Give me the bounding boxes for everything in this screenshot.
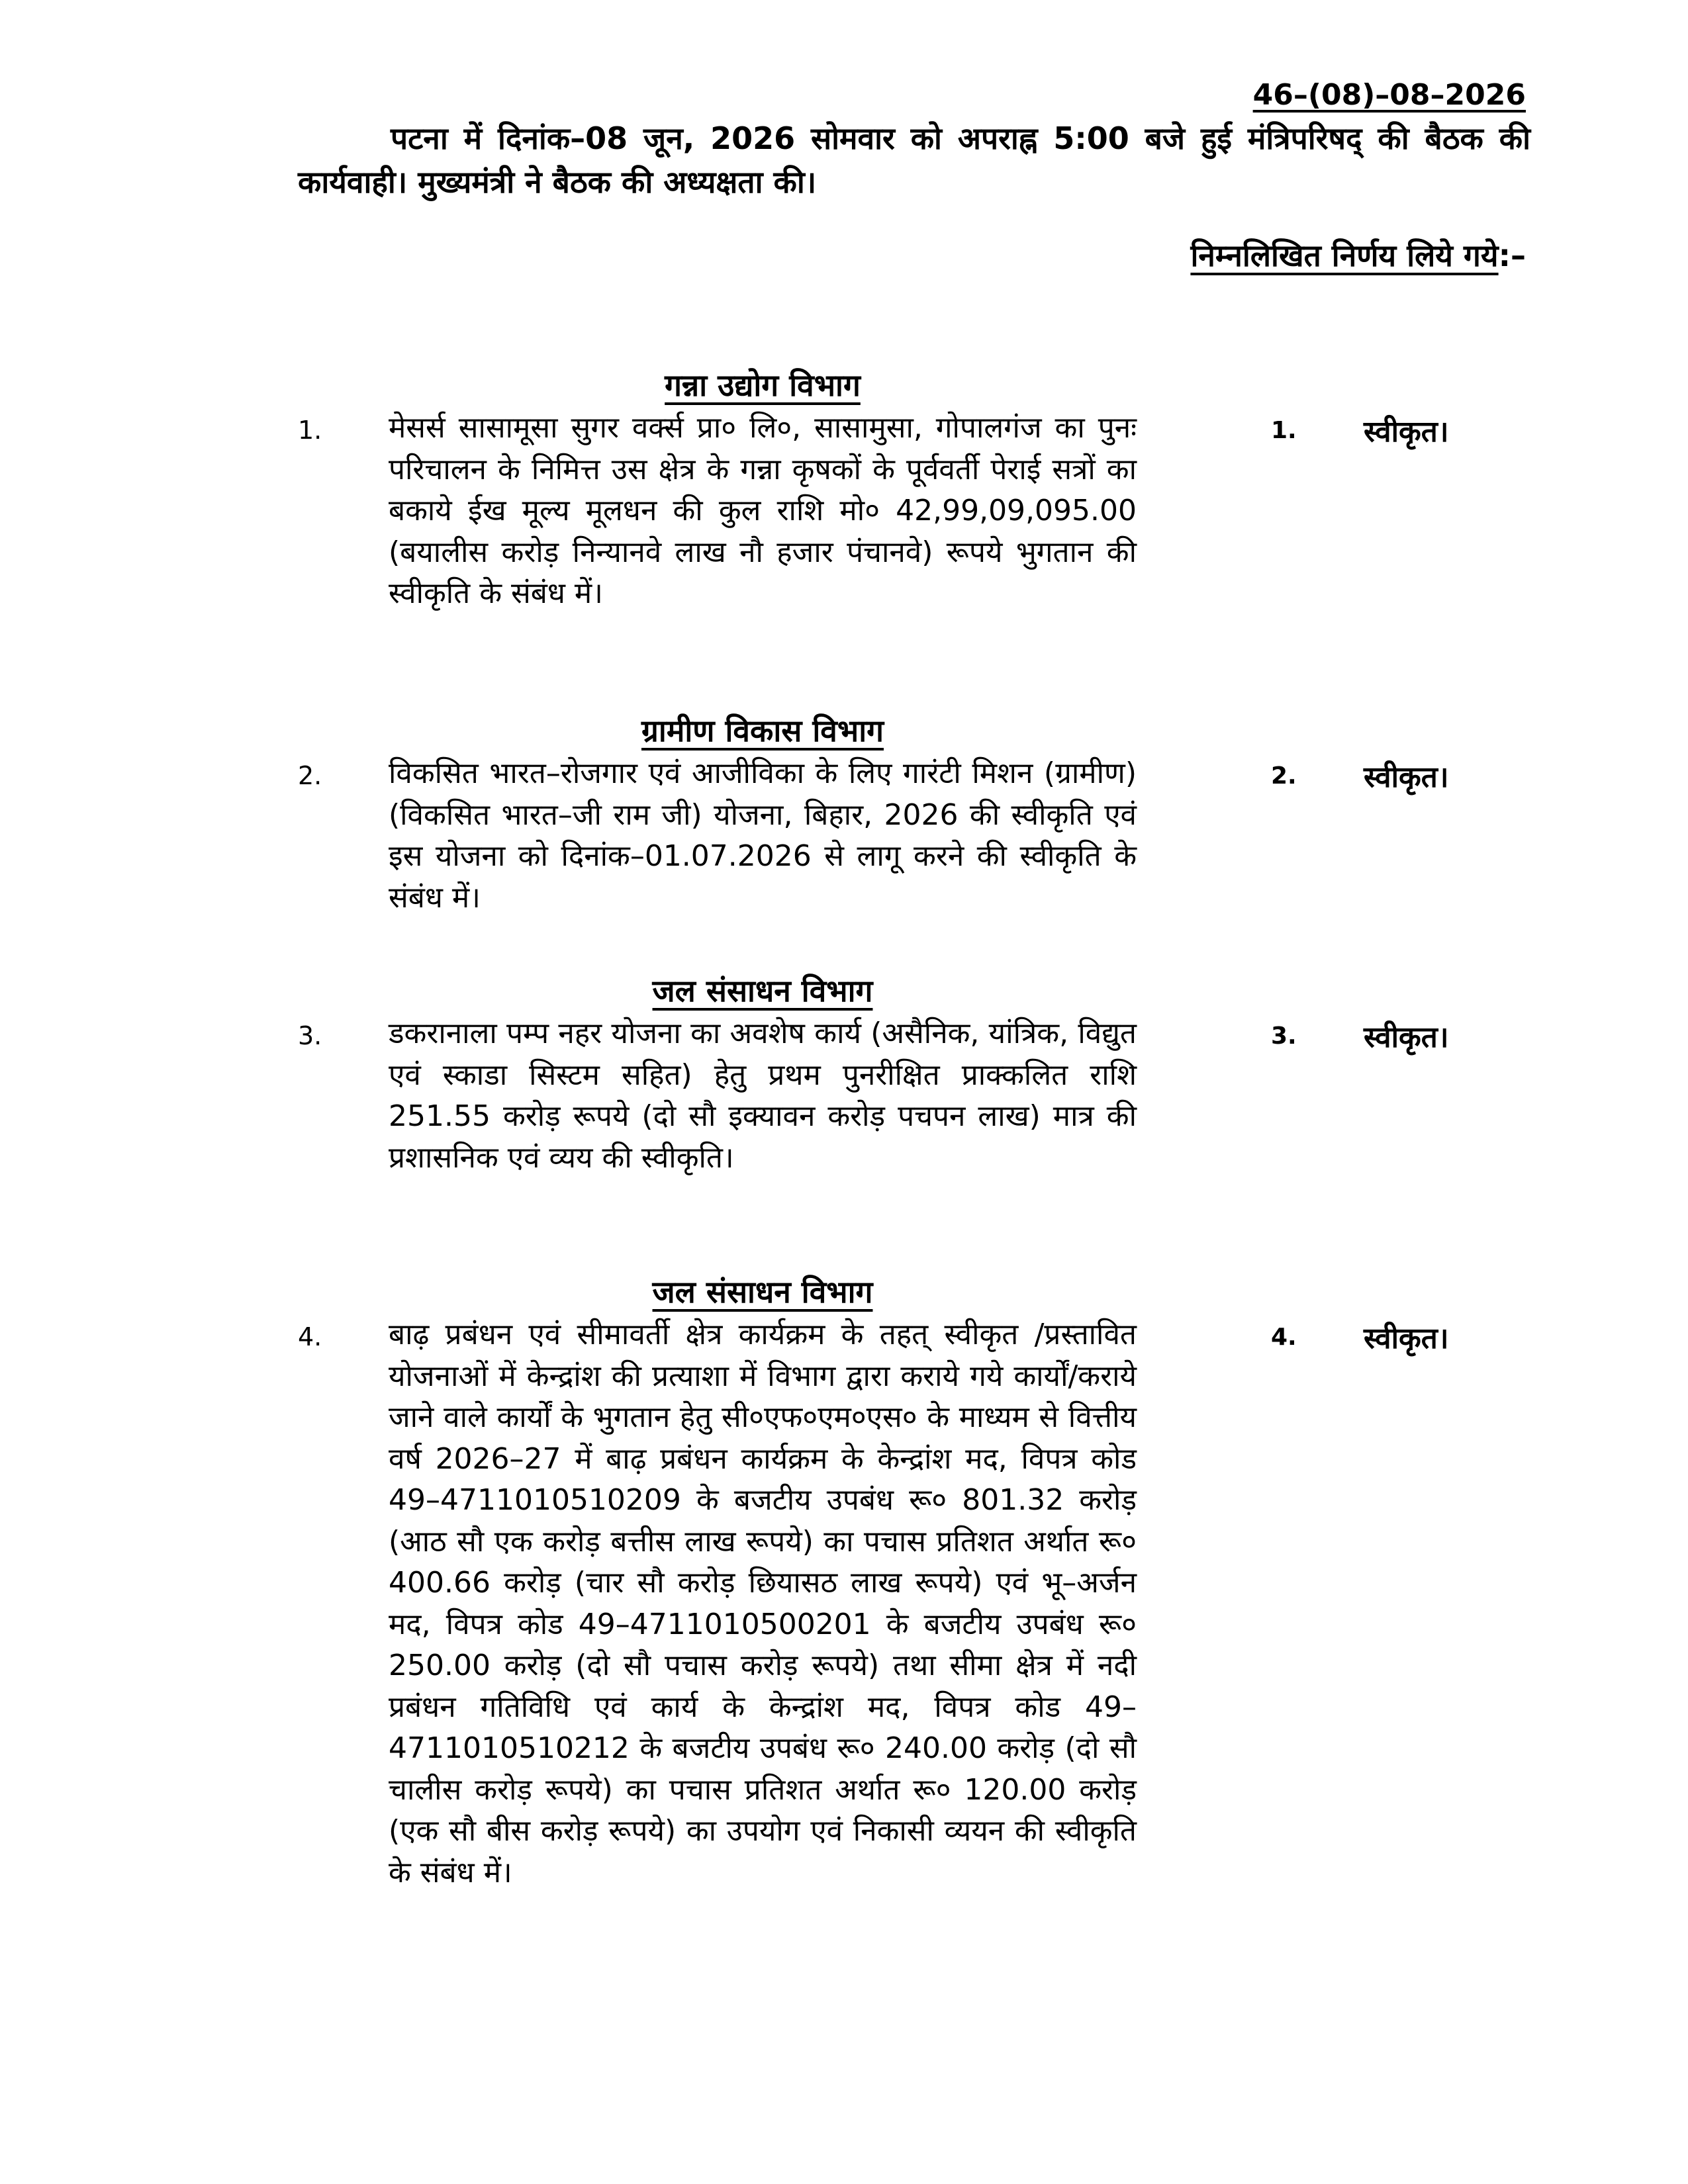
department-heading-1: गन्ना उद्योग विभाग (665, 367, 861, 403)
decisions-heading-text: निम्नलिखित निर्णय लिये गये (1190, 238, 1499, 273)
decisions-heading (1190, 234, 1526, 275)
result-status-2: स्वीकृत। (1364, 760, 1449, 794)
item-text-1: मेसर्स सासामूसा सुगर वर्क्स प्रा० लि०, सासामुसा, गोपालगंज का पुनः परिचालन के निमित्त उस क्षेत्र के गन्ना कृषकों के पूर्ववर्ती पेराई सत्रों का बकाये ईख मूल्य मूलधन की कुल राशि मो० 42,99,09,095.00 (बयालीस करोड़ निन्यानवे लाख नौ हजार पंचानवे) रूपये भुगतान की स्वीकृति के संबंध में। (389, 411, 1137, 610)
result-number-3: 3. (1271, 1023, 1297, 1050)
document-reference-number: 46–(08)–08–2026 (1252, 78, 1526, 112)
result-status-4: स्वीकृत। (1364, 1322, 1449, 1355)
item-number-1: 1. (298, 416, 322, 445)
department-heading-4: जल संसाधन विभाग (652, 1274, 873, 1310)
result-number-4: 4. (1271, 1324, 1297, 1351)
item-text-3: डकरानाला पम्प नहर योजना का अवशेष कार्य (असैनिक, यांत्रिक, विद्युत एवं स्काडा सिस्टम सहित) हेतु प्रथम पुनरीक्षित प्राक्कलित राशि 251.55 करोड़ रूपये (दो सौ इक्यावन करोड़ पचपन लाख) मात्र की प्रशासनिक एवं व्यय की स्वीकृति। (389, 1017, 1137, 1175)
item-number-4: 4. (298, 1322, 322, 1351)
item-number-2: 2. (298, 761, 322, 790)
result-number-1: 1. (1271, 417, 1297, 444)
meeting-intro-paragraph: पटना में दिनांक–08 जून, 2026 सोमवार को अपराह्न 5:00 बजे हुई मंत्रिपरिषद् की बैठक की कार्यवाही। मुख्यमंत्री ने बैठक की अध्यक्षता की। (298, 120, 1530, 200)
result-status-1: स्वीकृत। (1364, 415, 1449, 449)
item-text-2: विकसित भारत–रोजगार एवं आजीविका के लिए गारंटी मिशन (ग्रामीण) (विकसित भारत–जी राम जी) योजना, बिहार, 2026 की स्वीकृति एवं इस योजना को दिनांक–01.07.2026 से लागू करने की स्वीकृति के संबंध में। (389, 756, 1137, 915)
department-heading-3: जल संसाधन विभाग (652, 973, 873, 1009)
result-number-2: 2. (1271, 762, 1297, 790)
department-heading-2: ग्रामीण विकास विभाग (641, 713, 884, 749)
item-text-4: बाढ़ प्रबंधन एवं सीमावर्ती क्षेत्र कार्यक्रम के तहत् स्वीकृत /प्रस्तावित योजनाओं में केन्द्रांश की प्रत्याशा में विभाग द्वारा कराये गये कार्यों/कराये जाने वाले कार्यों के भुगतान हेतु सी०एफ०एम०एस० के माध्यम से वित्तीय वर्ष 2026–27 में बाढ़ प्रबंधन कार्यक्रम के केन्द्रांश मद, विपत्र कोड 49–4711010510209 के बजटीय उपबंध रू० 801.32 करोड़ (आठ सौ एक करोड़ बत्तीस लाख रूपये) का पचास प्रतिशत अर्थात रू० 400.66 करोड़ (चार सौ करोड़ छियासठ लाख रूपये) एवं भू–अर्जन मद, विपत्र कोड 49–4711010500201 के बजटीय उपबंध रू० 250.00 करोड़ (दो सौ पचास करोड़ रूपये) तथा सीमा क्षेत्र में नदी प्रबंधन गतिविधि एवं कार्य के केन्द्रांश मद, विपत्र कोड 49–4711010510212 के बजटीय उपबंध रू० 240.00 करोड़ (दो सौ चालीस करोड़ रूपये) का पचास प्रतिशत अर्थात रू० 120.00 करोड़ (एक सौ बीस करोड़ रूपये) का उपयोग एवं निकासी व्ययन की स्वीकृति के संबंध में। (389, 1318, 1137, 1889)
decisions-heading-tail: :– (1498, 238, 1526, 273)
item-number-3: 3. (298, 1021, 322, 1050)
result-status-3: स्वीकृत। (1364, 1021, 1449, 1054)
